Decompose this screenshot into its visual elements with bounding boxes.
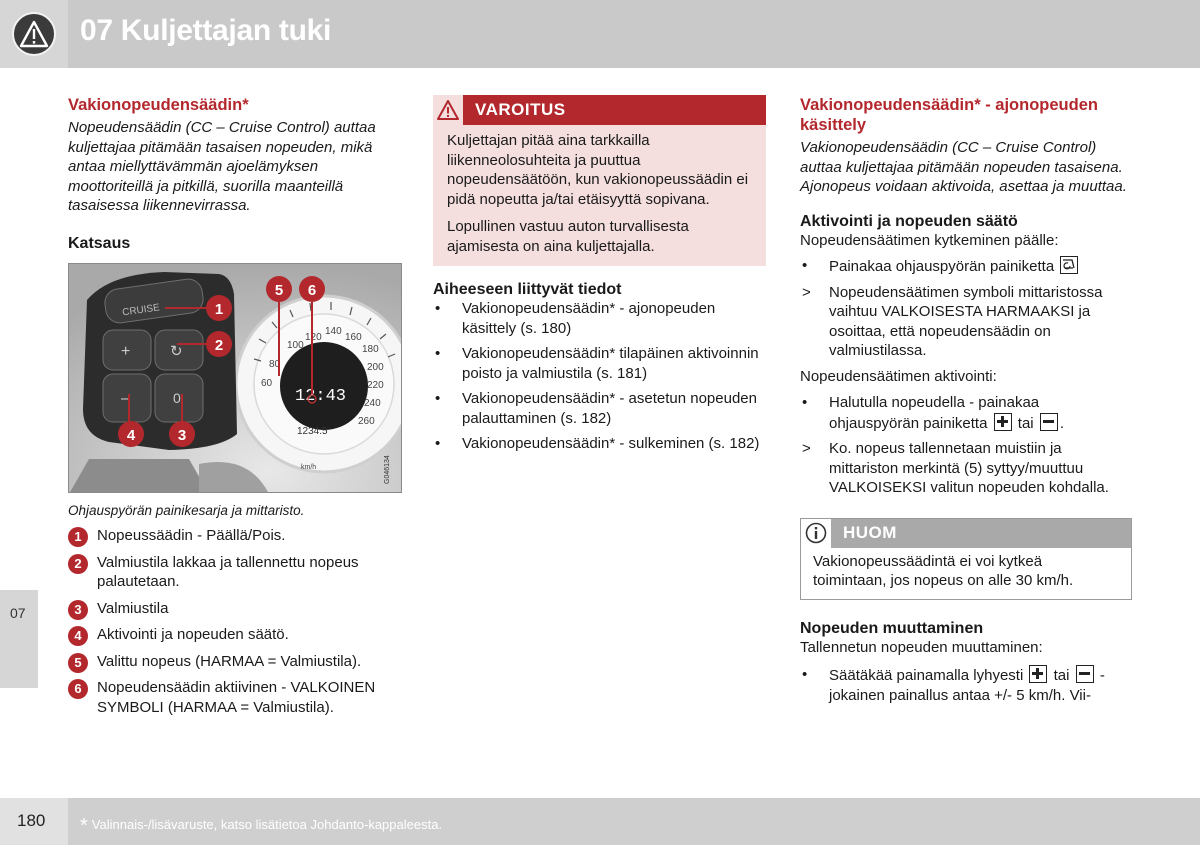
- note-title: HUOM: [843, 523, 897, 542]
- cruise-button-icon: [1060, 256, 1078, 274]
- change-intro: Tallennetun nopeuden muuttaminen:: [800, 638, 1043, 656]
- callout-number: 3: [177, 426, 187, 444]
- warning-title: VAROITUS: [475, 100, 566, 119]
- related-list: [433, 299, 766, 454]
- change-steps: [800, 665, 1132, 705]
- note-text: Vakionopeussäädintä ei voi kytkeä toimintaan, jos nopeus on alle 30 km/h.: [813, 552, 1074, 589]
- change-heading: Nopeuden muuttaminen: [800, 619, 984, 637]
- column-left: [68, 95, 404, 724]
- speed-tick-label: 140: [325, 325, 342, 337]
- activation-intro: Nopeudensäätimen kytkeminen päälle:: [800, 231, 1059, 249]
- related-link[interactable]: Vakionopeudensäädin* tilapäinen aktivoinnin poisto ja valmiustila (s. 181): [462, 345, 759, 382]
- note-body: [801, 548, 1131, 599]
- plus-button-label: +: [121, 342, 131, 360]
- result-text: Nopeudensäätimen symboli mittaristossa vaihtuu VALKOISESTA HARMAAKSI ja osoittaa, että nopeudensäädin on valmiustilassa.: [829, 283, 1103, 359]
- warning-header: [433, 95, 766, 125]
- step-text: Halutulla nopeudella - painakaa ohjauspyörän painiketta: [829, 394, 1040, 432]
- list-item: [68, 599, 404, 619]
- speed-tick-label: 80: [269, 358, 281, 370]
- minus-button-icon: [1076, 665, 1094, 683]
- speed-tick-label: 120: [305, 331, 322, 343]
- subheading-overview: Katsaus: [68, 234, 131, 252]
- speed-tick-label: 180: [362, 343, 379, 355]
- chapter-title: 07 Kuljettajan tuki: [80, 14, 332, 47]
- note-header: [801, 519, 1131, 548]
- activation-steps: [800, 256, 1132, 361]
- callout-text: Valmiustila lakkaa ja tallennettu nopeus palautetaan.: [97, 553, 359, 590]
- figure-caption: Ohjauspyörän painikesarja ja mittaristo.: [68, 502, 305, 518]
- list-item: [68, 625, 404, 645]
- section-lead: Vakionopeudensäädin (CC – Cruise Control) auttaa kuljettajaa pitämään nopeuden tasaisena. Ajonopeus voidaan aktivoida, asettaa ja muuttaa.: [800, 139, 1127, 195]
- callout-text: Aktivointi ja nopeuden säätö.: [97, 626, 289, 643]
- related-link[interactable]: Vakionopeudensäädin* - sulkeminen (s. 182): [462, 435, 760, 452]
- bullet: •: [435, 345, 441, 362]
- step-text: Säätäkää painamalla lyhyesti: [829, 667, 1024, 684]
- callout-text: Nopeudensäädin aktiivinen - VALKOINEN SYMBOLI (HARMAA = Valmiustila).: [97, 679, 376, 716]
- list-item: [800, 256, 1132, 277]
- bullet: •: [802, 257, 808, 274]
- related-link[interactable]: Vakionopeudensäädin* - asetetun nopeuden palauttaminen (s. 182): [462, 390, 757, 427]
- callout-text: Nopeussäädin - Päällä/Pois.: [97, 527, 286, 544]
- list-item: [433, 299, 766, 338]
- list-item: [800, 439, 1132, 498]
- callout-badge: 2: [68, 554, 88, 574]
- warning-paragraph: Kuljettajan pitää aina tarkkailla liikenneolosuhteita ja puuttua nopeudensäätöön, kun vakionopeussäädin ei pidä nopeutta ja/tai etäisyyttä sopivana.: [447, 132, 749, 208]
- bullet: •: [435, 435, 441, 452]
- step-text-continued: - jokainen painallus antaa +/- 5 km/h. Vii-: [829, 667, 1105, 704]
- related-heading: Aiheeseen liittyvät tiedot: [433, 281, 622, 298]
- callout-number: 6: [307, 281, 317, 299]
- page-number-area: [0, 798, 68, 845]
- zero-button-label: 0: [173, 389, 181, 406]
- section-lead: Nopeudensäädin (CC – Cruise Control) auttaa kuljettajaa pitämään tasaisen nopeuden, mikä antaa miellyttävämmän ajoelämyksen moottoriteillä ja pitkillä, suorilla maanteillä tasaisessa liikennevirrassa.: [68, 119, 376, 214]
- callout-text: Valittu nopeus (HARMAA = Valmiustila).: [97, 652, 362, 670]
- header-icon-area: [0, 0, 68, 68]
- page-footer: [0, 798, 1200, 845]
- callout-badge: 4: [68, 626, 88, 646]
- speed-tick-label: 60: [261, 377, 273, 389]
- side-tab-label: 07: [10, 605, 26, 621]
- speed-tick-label: 160: [345, 331, 362, 343]
- activate-label: Nopeudensäätimen aktivointi:: [800, 367, 997, 385]
- minus-button-label: –: [121, 389, 130, 407]
- info-icon: [801, 519, 831, 548]
- callout-list: [68, 526, 404, 717]
- bullet: •: [435, 300, 441, 317]
- speed-tick-label: 100: [287, 339, 304, 351]
- step-text: Painakaa ohjauspyörän painiketta: [829, 258, 1055, 275]
- odometer-readout: 1234.5: [297, 425, 328, 437]
- chapter-side-tab: [0, 590, 38, 688]
- activate-steps: [800, 393, 1132, 498]
- speed-tick-label: 200: [367, 361, 384, 373]
- related-link[interactable]: Vakionopeudensäädin* - ajonopeuden käsittely (s. 180): [462, 300, 716, 337]
- list-item: [433, 344, 766, 383]
- activation-heading: Aktivointi ja nopeuden säätö: [800, 212, 1018, 230]
- page-number: 180: [17, 811, 46, 830]
- column-middle: [433, 95, 766, 460]
- column-right: [800, 95, 1132, 711]
- warning-body: [433, 125, 766, 266]
- clock-readout: 12:43: [295, 386, 347, 406]
- note-box: [800, 518, 1132, 600]
- cruise-button-label: CRUISE: [121, 301, 161, 318]
- result-text: Ko. nopeus tallennetaan muistiin ja mittariston merkintä (5) syttyy/muuttuu VALKOISEKSI valitun nopeuden kohdalla.: [829, 440, 1109, 496]
- list-item: [68, 652, 404, 672]
- callout-badge: 5: [68, 653, 88, 673]
- list-item: [800, 283, 1132, 361]
- callout-number: 2: [214, 336, 224, 354]
- image-code: G046134: [384, 454, 391, 484]
- or-text: tai: [1017, 414, 1034, 432]
- speed-unit: km/h: [301, 463, 317, 471]
- section-heading: Vakionopeudensäädin* - ajonopeuden käsittely: [800, 96, 1098, 134]
- or-text: tai: [1053, 667, 1070, 684]
- warning-paragraph: Lopullinen vastuu auton turvallisesta ajamisesta on aina kuljettajalla.: [447, 218, 689, 255]
- callout-number: 1: [214, 300, 224, 318]
- speed-tick-label: 220: [367, 379, 384, 391]
- list-item: [68, 553, 404, 592]
- list-item: [68, 678, 404, 717]
- speed-tick-label: 240: [364, 397, 381, 409]
- plus-button-icon: [1029, 665, 1047, 683]
- warning-triangle-icon: [12, 12, 56, 56]
- section-heading: Vakionopeudensäädin*: [68, 96, 249, 114]
- result-arrow: >: [802, 283, 811, 301]
- period: .: [1059, 414, 1064, 432]
- list-item: [800, 393, 1132, 433]
- list-item: [800, 665, 1132, 705]
- result-arrow: >: [802, 440, 811, 457]
- bullet: •: [435, 390, 441, 407]
- footnote: [80, 812, 442, 835]
- steering-wheel-figure: [68, 263, 402, 493]
- speed-tick-label: 260: [358, 415, 375, 427]
- callout-number: 5: [274, 281, 284, 299]
- warning-triangle-icon: [433, 95, 463, 125]
- footnote-text: Valinnais-/lisävaruste, katso lisätietoa Johdanto-kappaleesta.: [91, 817, 443, 832]
- callout-number: 4: [126, 426, 136, 444]
- callout-badge: 6: [68, 679, 88, 699]
- list-item: [68, 526, 404, 546]
- footnote-star: *: [80, 815, 88, 837]
- callout-text: Valmiustila: [97, 599, 169, 617]
- minus-button-icon: [1040, 413, 1058, 431]
- list-item: [433, 434, 766, 454]
- plus-button-icon: [994, 413, 1012, 431]
- resume-icon: ↻: [170, 341, 183, 360]
- figure-illustration: [69, 264, 402, 493]
- callout-badge: 3: [68, 600, 88, 620]
- warning-box: [433, 95, 766, 266]
- list-item: [433, 389, 766, 428]
- callout-badge: 1: [68, 527, 88, 547]
- bullet: •: [802, 394, 808, 411]
- bullet: •: [802, 666, 808, 683]
